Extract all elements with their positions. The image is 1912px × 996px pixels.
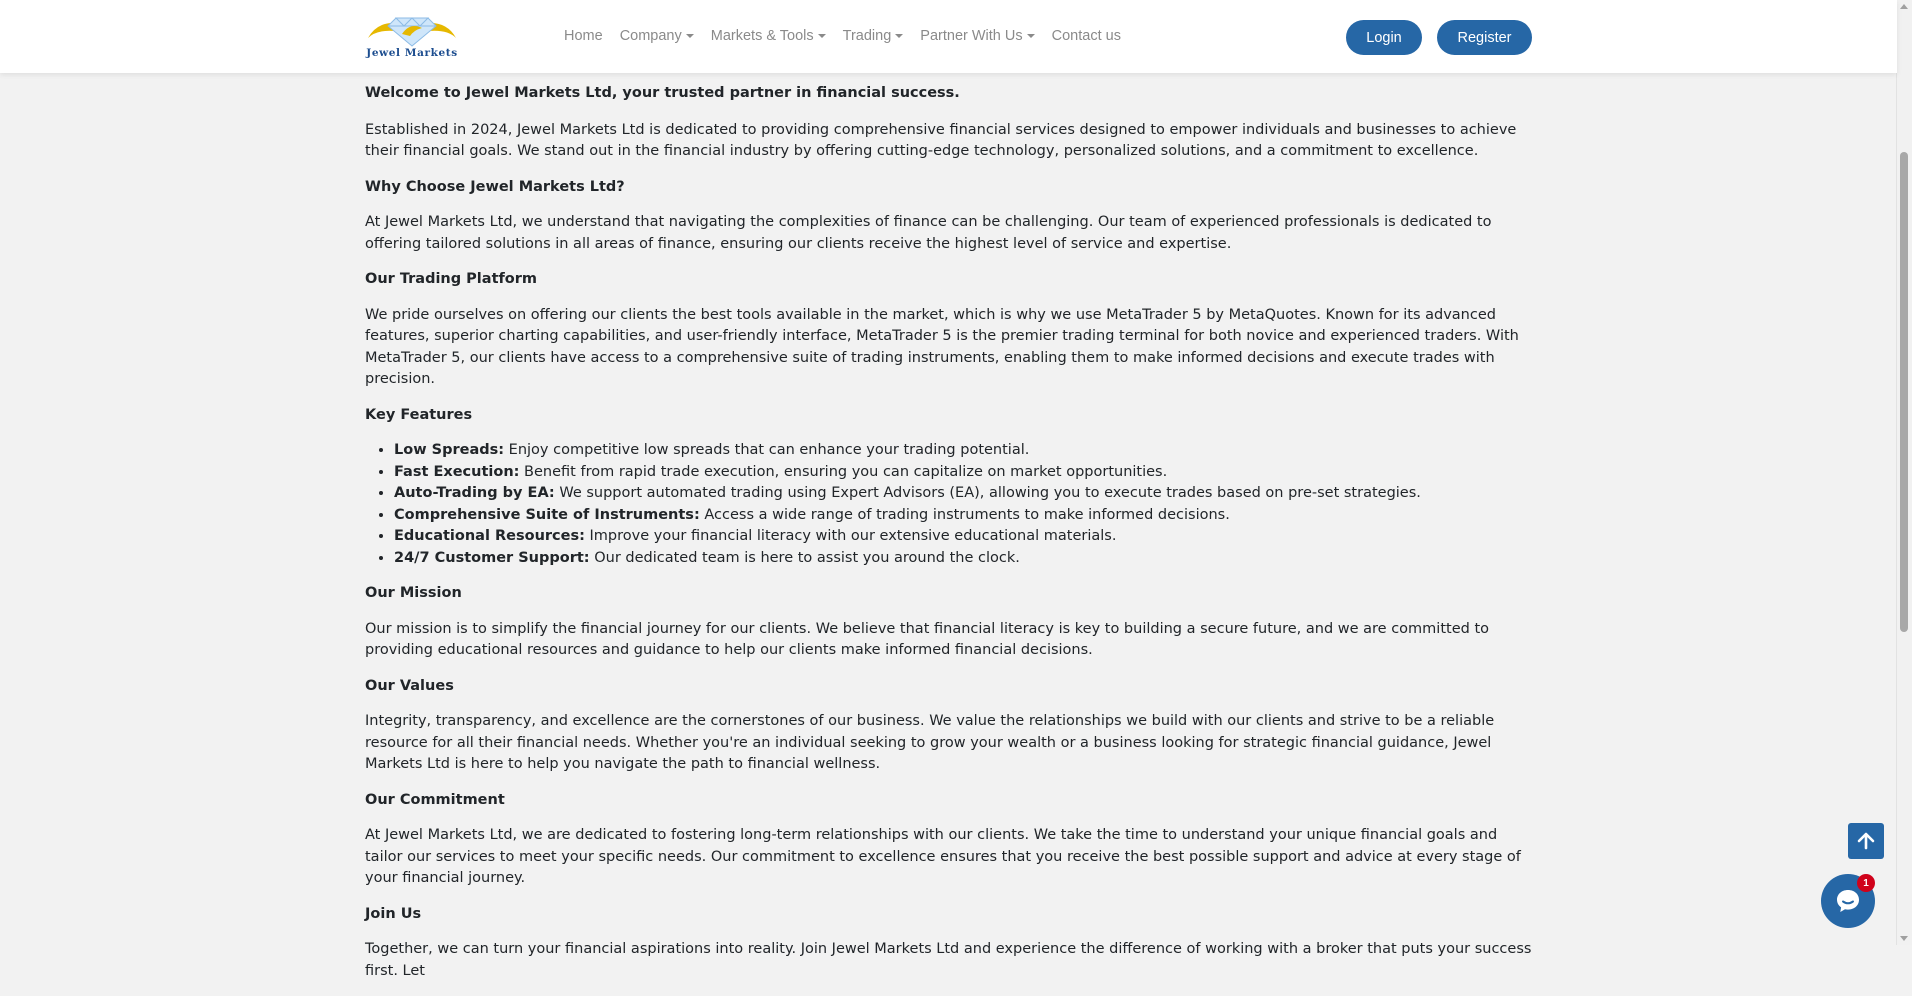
platform-text: We pride ourselves on offering our clients the best tools available in the market, which is why we use MetaTrader 5 by MetaQuotes. Known for its advanced features, superior charting capabilities, and user-friendly interface, MetaTrader 5 is the premier trading terminal for both novice and experienced traders. With MetaTrader 5, our clients have access to a comprehensive suite of trading instruments, enabling them to make informed decisions and execute trades with precision. bbox=[365, 306, 1519, 387]
nav-contact[interactable] bbox=[1052, 25, 1121, 47]
scrollbar-thumb[interactable] bbox=[1900, 152, 1908, 632]
feature-title: Comprehensive Suite of Instruments: bbox=[394, 506, 700, 523]
feature-text: We support automated trading using Expert Advisors (EA), allowing you to execute trades based on pre-set strategies. bbox=[554, 485, 1421, 501]
feature-item bbox=[394, 462, 1535, 484]
feature-text: Our dedicated team is here to assist you around the clock. bbox=[589, 549, 1020, 566]
join-heading: Join Us bbox=[365, 905, 422, 922]
nav-home-label: Home bbox=[564, 28, 603, 44]
site-header bbox=[0, 0, 1897, 73]
join-text: Together, we can turn your financial aspirations into reality. Join Jewel Markets Ltd and experience the difference of working with a broker that puts your success first. Let bbox=[365, 941, 1532, 979]
why-heading: Why Choose Jewel Markets Ltd? bbox=[365, 178, 625, 195]
intro-text: Established in 2024, Jewel Markets Ltd is dedicated to providing comprehensive financial services designed to empower individuals and businesses to achieve their financial goals. We stand out in the financial industry by offering cutting-edge technology, personalized solutions, and a commitment to excellence. bbox=[365, 121, 1517, 159]
caret-down-icon bbox=[686, 34, 694, 38]
feature-title: Auto-Trading by EA: bbox=[394, 485, 555, 501]
feature-text: Enjoy competitive low spreads that can enhance your trading potential. bbox=[504, 442, 1030, 458]
page-scrollbar[interactable] bbox=[1896, 0, 1912, 945]
feature-item bbox=[394, 548, 1535, 570]
scroll-down-icon[interactable] bbox=[1900, 936, 1908, 941]
feature-title: Low Spreads: bbox=[394, 442, 505, 458]
back-to-top-button[interactable] bbox=[1848, 823, 1884, 859]
nav-partner-label: Partner With Us bbox=[920, 28, 1023, 44]
nav-markets-tools-label: Markets & Tools bbox=[710, 28, 814, 44]
nav-home[interactable] bbox=[564, 25, 603, 47]
diamond-logo-icon bbox=[364, 12, 460, 48]
mission-text: Our mission is to simplify the financial journey for our clients. We believe that financial literacy is key to building a secure future, and we are committed to providing educational resources and guidance to help our clients make informed financial decisions. bbox=[365, 620, 1489, 658]
register-button[interactable]: Register bbox=[1437, 20, 1532, 55]
nav-company-label: Company bbox=[619, 28, 682, 44]
intro-heading: Welcome to Jewel Markets Ltd, your trusted partner in financial success. bbox=[365, 85, 960, 101]
values-heading: Our Values bbox=[365, 677, 454, 694]
features-list bbox=[365, 440, 1535, 569]
feature-title: 24/7 Customer Support: bbox=[394, 549, 590, 566]
feature-title: Fast Execution: bbox=[394, 463, 520, 480]
feature-text: Access a wide range of trading instruments to make informed decisions. bbox=[699, 506, 1230, 523]
caret-down-icon bbox=[895, 34, 903, 38]
feature-item bbox=[394, 483, 1535, 505]
feature-item bbox=[394, 440, 1535, 462]
mission-heading: Our Mission bbox=[365, 585, 462, 601]
nav-contact-label: Contact us bbox=[1051, 28, 1121, 44]
chat-notification-badge: 1 bbox=[1857, 874, 1875, 892]
brand-logo[interactable] bbox=[364, 12, 460, 60]
about-content bbox=[365, 83, 1535, 996]
main-nav bbox=[556, 25, 1138, 47]
nav-markets-tools[interactable] bbox=[711, 25, 826, 47]
why-text: At Jewel Markets Ltd, we understand that navigating the complexities of finance can be challenging. Our team of experienced professionals is dedicated to offering tailored solutions in all areas of finance, ensuring our clients receive the highest level of service and expertise. bbox=[365, 214, 1492, 252]
login-button[interactable]: Login bbox=[1346, 20, 1422, 55]
commitment-text: At Jewel Markets Ltd, we are dedicated to fostering long-term relationships with our clients. We take the time to understand your unique financial goals and tailor our services to meet your specific needs. Our commitment to excellence ensures that you receive the best possible support and advice at every stage of your financial journey. bbox=[365, 827, 1521, 886]
commitment-heading: Our Commitment bbox=[365, 791, 505, 808]
caret-down-icon bbox=[1027, 34, 1035, 38]
nav-company[interactable] bbox=[620, 25, 694, 47]
values-text: Integrity, transparency, and excellence are the cornerstones of our business. We value the relationships we build with our clients and strive to be a reliable resource for all their financial needs. Whether you're an individual seeking to grow your wealth or a business looking for strategic financial guidance, Jewel Markets Ltd is here to help you navigate the path to financial wellness. bbox=[365, 713, 1495, 772]
feature-item bbox=[394, 526, 1535, 548]
features-heading: Key Features bbox=[365, 406, 473, 423]
nav-trading-label: Trading bbox=[842, 28, 892, 44]
caret-down-icon bbox=[818, 34, 826, 38]
nav-trading[interactable] bbox=[843, 25, 904, 47]
feature-text: Improve your financial literacy with our extensive educational materials. bbox=[584, 528, 1117, 544]
arrow-up-icon bbox=[1856, 831, 1876, 851]
feature-item bbox=[394, 505, 1535, 527]
chat-bubble-icon bbox=[1834, 887, 1862, 915]
feature-title: Educational Resources: bbox=[394, 528, 585, 544]
feature-text: Benefit from rapid trade execution, ensuring you can capitalize on market opportunities. bbox=[519, 463, 1168, 480]
nav-partner[interactable] bbox=[920, 25, 1034, 47]
scroll-up-icon[interactable] bbox=[1900, 4, 1908, 9]
brand-name: Jewel Markets bbox=[366, 47, 458, 59]
platform-heading: Our Trading Platform bbox=[365, 271, 538, 287]
